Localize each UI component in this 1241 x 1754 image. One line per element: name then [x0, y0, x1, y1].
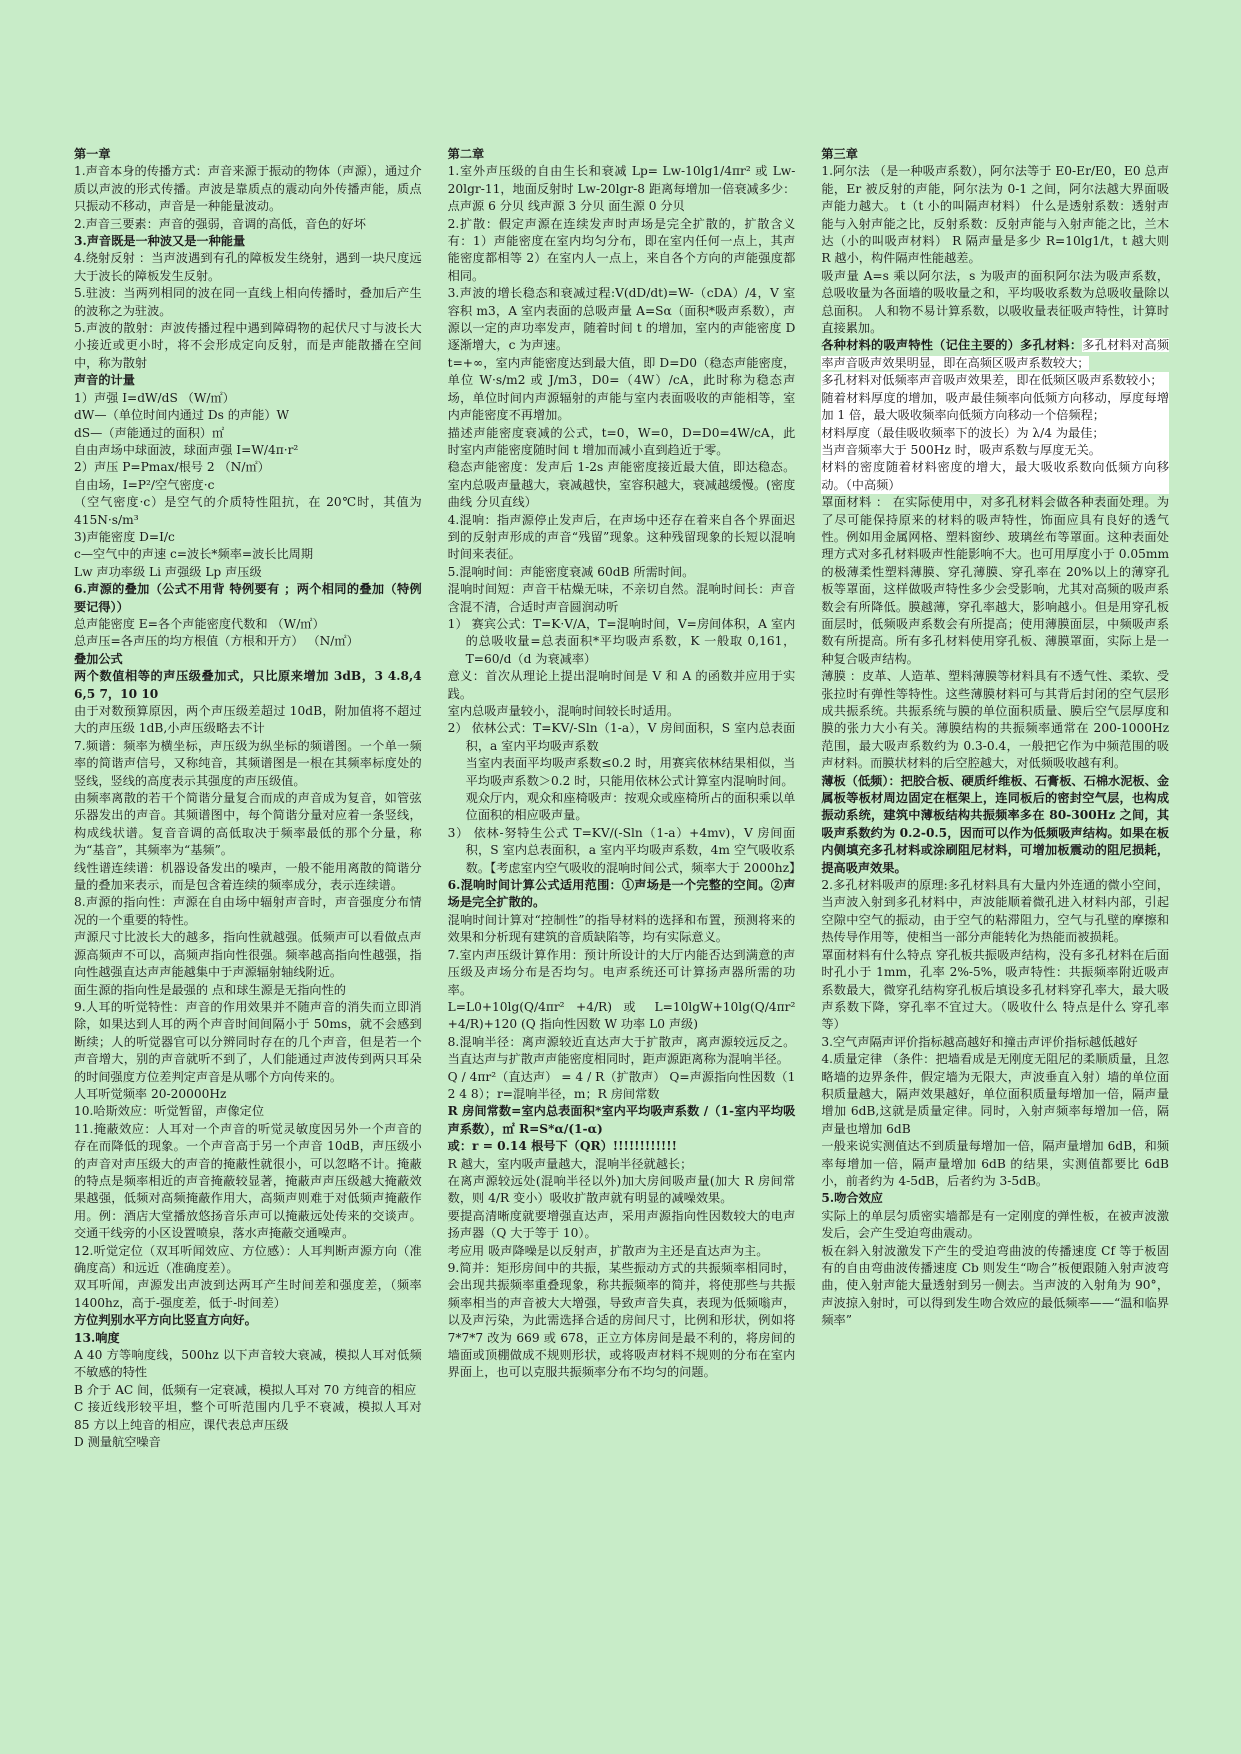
- paragraph-text: 3.声音既是一种波又是一种能量: [74, 234, 246, 249]
- paragraph-text: 5.声波的散射：声波传播过程中遇到障碍物的起伏尺寸与波长大小接近或更小时，将不会形成定向反射，而是声能散播在空间中，称为散射: [74, 321, 422, 370]
- paragraph-text: A 40 方等响度线，500hz 以下声音较大衰减，模拟人耳对低频不敏感的特性: [74, 1348, 422, 1380]
- paragraph-text: 混响时间计算对“控制性”的指导材料的选择和布置，预测将来的效果和分析现有建筑的音质缺陷等，均有实际意义。: [447, 912, 796, 945]
- paragraph-text: c—空气中的声速 c=波长*频率=波长比周期: [74, 547, 314, 562]
- paragraph-text: 5.驻波：当两列相同的波在同一直线上相向传播时，叠加后产生的波称之为驻波。: [74, 286, 422, 318]
- paragraph: [74, 860, 422, 895]
- paragraph: [821, 1051, 1169, 1138]
- paragraph: [74, 668, 422, 703]
- paragraph-text: 随着材料厚度的增加，吸声最佳频率向低频方向移动，厚度每增加 1 倍，最大吸收频率向低频方向移动一个倍频程；: [821, 390, 1170, 423]
- paragraph-text: 4.质量定律 （条件：把墙看成是无刚度无阻尼的柔顺质量，且忽略墙的边界条件，假定墙为无限大，声波垂直入射）墙的单位面积质量越大，隔声效果越好，单位面积质量每增加一倍，隔声量增加 6dB,这就是质量定律。同时，入射声频率每增加一倍，隔声量也增加 6dB: [821, 1052, 1170, 1136]
- paragraph: [448, 790, 796, 825]
- paragraph: [448, 285, 796, 355]
- paragraph: [821, 877, 1169, 947]
- paragraph: [821, 668, 1169, 772]
- paragraph-text: 5.吻合效应: [821, 1191, 883, 1206]
- paragraph-text: 两个数值相等的声压级叠加式，只比原来增加 3dB，3 4.8,4 6,5 7，10 10: [74, 669, 422, 701]
- paragraph: [821, 773, 1169, 877]
- paragraph: [821, 442, 1169, 459]
- paragraph: [74, 564, 422, 581]
- paragraph: [74, 1312, 422, 1329]
- paragraph-text: Q / 4πr²（直达声） = 4 / R（扩散声） Q=声源指向性因数（1 2 4 8）；r=混响半径，m；R 房间常数: [447, 1069, 796, 1101]
- paragraph: [821, 425, 1169, 442]
- paragraph-text: 5.混响时间：声能密度衰减 60dB 所需时间。: [447, 564, 695, 579]
- column-chapter-1: [74, 146, 422, 1451]
- paragraph: [74, 494, 422, 529]
- paragraph: [448, 1208, 796, 1243]
- paragraph-text: R 越大，室内吸声量越大，混响半径就越长；: [447, 1156, 693, 1171]
- paragraph-text: 声音的计量: [74, 373, 135, 388]
- paragraph: [74, 1382, 422, 1399]
- paragraph: [448, 668, 796, 703]
- paragraph-text: 1.室外声压级的自由生长和衰减 Lp= Lw-10lg1/4πr² 或 Lw-20lgr-11，地面反射时 Lw-20lgr-8 距离每增加一倍衰减多少：点声源 6 分贝 线声源 3 分贝 面生源 0 分贝: [447, 164, 796, 214]
- paragraph: [74, 163, 422, 215]
- paragraph: [74, 929, 422, 981]
- paragraph-text: 总声能密度 E=各个声能密度代数和 （W/㎡）: [74, 616, 325, 631]
- paragraph: [448, 425, 796, 460]
- paragraph: [74, 738, 422, 790]
- paragraph: [448, 947, 796, 999]
- paragraph-text: 7.频谱：频率为横坐标，声压级为纵坐标的频谱图。一个单一频率的简谐声信号，又称纯音，其频谱图是一根在其频率标度处的竖线，竖线的高度表示其强度的声压级值。: [74, 738, 422, 788]
- paragraph: [74, 546, 422, 563]
- paragraph-text: 板在斜入射波激发下产生的受迫弯曲波的传播速度 Cf 等于板固有的自由弯曲波传播速度 Cb 则发生“吻合”板便跟随入射声波弯曲，使入射声能大量透射到另一侧去。当声波的入射角为 90°，声波掠入射时，可以得到发生吻合效应的最低频率——“温和临界频率”: [821, 1243, 1170, 1328]
- paragraph-text: C 接近线形较平坦，整个可听范围内几乎不衰减，模拟人耳对 85 方以上纯音的相应，课代表总声压级: [74, 1400, 422, 1432]
- paragraph-text: 材料厚度（最佳吸收频率下的波长）为 λ/4 为最佳；: [821, 425, 1105, 440]
- paragraph-text: 一般来说实测值达不到质量每增加一倍，隔声量增加 6dB，和频率每增加一倍，隔声量增加 6dB 的结果，实测值都要比 6dB 小，前者约为 4-5dB，后者约为 3-5dB。: [821, 1139, 1170, 1188]
- paragraph: [821, 1190, 1169, 1207]
- paragraph-text: 8.声源的指向性：声源在自由场中辐射声音时，声音强度分布情况的一个重要的特性。: [74, 895, 422, 927]
- paragraph-text: dW—（单位时间内通过 Ds 的声能）W: [74, 408, 290, 423]
- paragraph-text: 罩面材料 ： 在实际使用中，对多孔材料会做各种表面处理。为了尽可能保持原来的材料的吸声特性，饰面应具有良好的透气性。例如用金属网格、塑料窗纱、玻璃丝布等罩面。这种表面处理方式对多孔材料吸声性能影响不大。也可用厚度小于 0.05mm 的极薄柔性塑料薄膜、穿孔薄膜、穿孔率在 20%以上的薄穿孔板等罩面，这样做吸声特性多少会受影响，尤其对高频的吸声系数会有所降低。膜越薄，穿孔率越大，影响越小。但是用穿孔板面层时，低频吸声系数会有所提高；使用薄膜面层，中频吸声系数有所提高。所有多孔材料使用穿孔板、薄膜罩面，实际上是一种复合吸声结构。: [821, 495, 1170, 666]
- paragraph: [74, 982, 422, 999]
- paragraph-text: 10.哈斯效应：听觉暂留，声像定位: [74, 1104, 265, 1119]
- paragraph-text: 4.绕射反射 ：当声波遇到有孔的障板发生绕射，遇到一块尺度远大于波长的障板发生反射。: [74, 251, 422, 283]
- paragraph-text: 混响时间短：声音干枯燥无味，不亲切自然。混响时间长：声音含混不清，合适时声音圆润动听: [447, 582, 796, 614]
- paragraph-text: 1.阿尔法 （是一种吸声系数），阿尔法等于 E0-Er/E0，E0 总声能，Er 被反射的声能，阿尔法为 0-1 之间，阿尔法越大界面吸声能力越大。 t（t 小的叫隔声材料） 什么是透射系数：透射声能与入射声能之比，反射系数：反射声能与入射声能之比，兰木达（小的叫吸声材料） R 隔声量是多少 R=10lg1/t，t 越大则 R 越小，构件隔声性能越差。: [821, 164, 1170, 266]
- paragraph-text: 当声音频率大于 500Hz 时，吸声系数与厚度无关。: [821, 442, 1101, 457]
- paragraph-text: 3.声波的增长稳态和衰减过程:V(dD/dt)=W-（cDA）/4，V 室容积 m3，A 室内表面的总吸声量 A=Sα（面积*吸声系数），声源以一定的声功率发声，随着时间 t 的增加，室内的声能密度 D 逐渐增大，c 为声速。: [447, 286, 796, 353]
- paragraph-text: 双耳听闻，声源发出声波到达两耳产生时间差和强度差，（频率 1400hz，高于-强度差，低于-时间差）: [74, 1278, 422, 1310]
- paragraph: [74, 1121, 422, 1243]
- paragraph: [821, 268, 1169, 338]
- paragraph: [448, 912, 796, 947]
- chapter-title: 第一章: [74, 147, 111, 161]
- paragraph: [821, 1208, 1169, 1243]
- paragraph-text: 薄膜 ：皮革、人造革、塑料薄膜等材料具有不透气性、柔软、受张拉时有弹性等特性。这些薄膜材料可与其背后封闭的空气层形成共振系统。共振系统与膜的单位面积质量、膜后空气层厚度和膜的张力大小有关。薄膜结构的共振频率通常在 200-1000Hz 范围，最大吸声系数约为 0.3-0.4，一般把它作为中频范围的吸声材料。而膜状材料的后空腔越大，对低频吸收越有利。: [821, 669, 1170, 771]
- paragraph: [74, 216, 422, 233]
- highlighted-text: 多孔材料对高频率声音吸声效果明显，即在高频区吸声系数较大；: [821, 338, 1170, 370]
- paragraph-text: 3.空气声隔声评价指标越高越好和撞击声评价指标越低越好: [821, 1034, 1138, 1049]
- paragraph-text: 1） 赛宾公式：T=K·V/A，T=混响时间，V=房间体积，A 室内的总吸收量=总表面积*平均吸声系数，K 一般取 0,161，T=60/d（d 为衰减率）: [447, 616, 796, 666]
- paragraph-text: 当室内表面平均吸声系数≤0.2 时，用赛宾依林结果相似，当平均吸声系数＞0.2 时，只能用依林公式计算室内混响时间。: [465, 756, 796, 788]
- paragraph: [448, 163, 796, 215]
- paragraph: [74, 1330, 422, 1347]
- paragraph: [448, 720, 796, 755]
- paragraph: [74, 616, 422, 633]
- paragraph-text: 由频率离散的若干个简谐分量复合而成的声音成为复音，如管弦乐器发出的声音。其频谱图中，每个简谐分量对应着一条竖线，构成线状谱。复音音调的高低取决于频率最低的那个分量，称为“基音”，其频率为“基频”。: [74, 791, 422, 858]
- paragraph: [448, 459, 796, 511]
- paragraph-text: 线性谱连续谱：机器设备发出的噪声，一般不能用离散的简谐分量的叠加来表示，而是包含着连续的频率成分，表示连续谱。: [74, 860, 422, 893]
- paragraph-text: 或：r = 0.14 根号下（QR）!!!!!!!!!!!!: [447, 1139, 677, 1154]
- paragraph-text: 方位判别水平方向比竖直方向好。: [74, 1313, 257, 1328]
- paragraph-text: 材料的密度随着材料密度的增大，最大吸收系数向低频方向移动。（中高频）: [821, 460, 1170, 492]
- paragraph: [821, 372, 1169, 389]
- paragraph-text: 2.扩散：假定声源在连续发声时声场是完全扩散的，扩散含义有：1）声能密度在室内均匀分布，即在室内任何一点上，其声能密度都相等 2）在室内人一点上，来自各个方向的声能强度都相同。: [447, 216, 796, 283]
- paragraph-text: 2.声音三要素：声音的强弱，音调的高低，音色的好坏: [74, 216, 366, 231]
- paragraph: [448, 1243, 796, 1260]
- paragraph: [448, 355, 796, 425]
- chapter-title: 第三章: [821, 147, 858, 161]
- paragraph: [448, 703, 796, 720]
- paragraph: [74, 477, 422, 494]
- paragraph: [448, 1069, 796, 1104]
- paragraph: [821, 337, 1169, 372]
- paragraph-text: D 测量航空噪音: [74, 1435, 161, 1450]
- paragraph-text: 观众厅内，观众和座椅吸声：按观众或座椅所占的面积乘以单位面积的相应吸声量。: [465, 791, 796, 823]
- paragraph: [74, 372, 422, 389]
- paragraph-text: 3） 依林-努特生公式 T=KV/(-Sln（1-a）+4mv)，V 房间面积，S 室内总表面积，a 室内平均吸声系数，4m 空气吸收系数。【考虑室内空气吸收的混响时间公式，频率大于 2000hz】: [447, 825, 802, 875]
- paragraph: [74, 459, 422, 476]
- paragraph: [74, 703, 422, 738]
- paragraph-text: 人耳听觉频率 20-20000Hz: [74, 1086, 227, 1101]
- paragraph: [448, 216, 796, 286]
- paragraph: [74, 529, 422, 546]
- paragraph: [74, 1434, 422, 1451]
- paragraph: [448, 1156, 796, 1173]
- paragraph: [74, 581, 422, 616]
- paragraph: [74, 999, 422, 1086]
- paragraph: [74, 250, 422, 285]
- paragraph: [448, 512, 796, 564]
- paragraph: [448, 877, 796, 912]
- paragraph: [74, 407, 422, 424]
- paragraph: [448, 581, 796, 616]
- paragraph: [74, 320, 422, 372]
- paragraph: [821, 1034, 1169, 1051]
- paragraph-text: B 介于 AC 间，低频有一定衰减，模拟人耳对 70 方纯音的相应: [74, 1382, 417, 1397]
- paragraph: [74, 1103, 422, 1120]
- paragraph-text: 1）声强 I=dW/dS （W/㎡）: [74, 390, 235, 405]
- paragraph-text: 多孔材料对低频率声音吸声效果差，即在低频区吸声系数较小；: [821, 373, 1163, 388]
- paragraph-text: 9.简并：矩形房间中的共振，某些振动方式的共振频率相同时，会出现共振频率重叠现象，称共振频率的简并，将使那些与共振频率相当的声音被大大增强，导致声音失真，表现为低频嗡声，以及声污染，为此需选择合适的房间尺寸，比例和形状，例如将 7*7*7 改为 669 或 678，正立方体房间是最不利的，将房间的墙面或顶棚做成不规则形状，或将吸声材料不规则的分布在室内界面上，也可以克服共振频率分布不均匀的问题。: [447, 1261, 796, 1380]
- paragraph-text: 自由场，I=P²/空气密度·c: [74, 477, 215, 492]
- paragraph-text: 2） 依林公式：T=KV/-Sln（1-a），V 房间面积，S 室内总表面积，a 室内平均吸声系数: [447, 721, 796, 753]
- paragraph-text: 在离声源较远处(混响半径以外)加大房间吸声量(加大 R 房间常数，则 4/R 变小）吸收扩散声就有明显的减噪效果。: [447, 1173, 796, 1206]
- paragraph-text: 罩面材料有什么特点 穿孔板共振吸声结构，没有多孔材料在后面时孔小于 1mm，孔率 2%-5%，吸声特性：共振频率附近吸声系数最大，微穿孔结构穿孔板后填设多孔材料穿孔率大，最大吸声系数下降，穿孔率不宜过大。（吸收什么 特点是什么 穿孔率等）: [821, 947, 1170, 1032]
- paragraph: [821, 1138, 1169, 1190]
- paragraph-text: 13.响度: [74, 1330, 120, 1345]
- paragraph: [74, 233, 422, 250]
- paragraph-text: 12.听觉定位（双耳听闻效应、方位感）：人耳判断声源方向（准确度高）和远近（准确度差）。: [74, 1243, 422, 1275]
- paragraph-text: 稳态声能密度：发声后 1-2s 声能密度接近最大值，即达稳态。室内总吸声量越大，衰减越快，室容积越大，衰减越缓慢。(密度曲线 分贝直线）: [447, 460, 796, 510]
- paragraph: [448, 1260, 796, 1382]
- paragraph-text: L=L0+10lg(Q/4πr² +4/R) 或 L=10lgW+10lg(Q/4πr² +4/R)+120 (Q 指向性因数 W 功率 L0 声级): [447, 999, 796, 1032]
- paragraph: [448, 1103, 796, 1138]
- paragraph-text: 2.多孔材料吸声的原理:多孔材料具有大量内外连通的微小空间，当声波入射到多孔材料中，声波能顺着微孔进入材料内部，引起空隙中空气的振动，由于空气的粘滞阻力，空气与孔壁的摩擦和热传导作用等，使相当一部分声能转化为热能而被损耗。: [821, 878, 1170, 945]
- paragraph: [448, 564, 796, 581]
- paragraph: [74, 790, 422, 860]
- paragraph-text: 面生源的指向性是最强的 点和球生源是无指向性的: [74, 982, 346, 997]
- paragraph: [74, 894, 422, 929]
- paragraph-text: 4.混响：指声源停止发声后，在声场中还存在着来自各个界面迟到的反射声形成的声音“残留”现象。这种残留现象的长短以混响时间来表征。: [447, 512, 796, 562]
- paragraph-text: R 房间常数=室内总表面积*室内平均吸声系数 /（1-室内平均吸声系数），㎡ R=S*α/(1-α): [447, 1104, 796, 1136]
- paragraph: [448, 755, 796, 790]
- paragraph-text: 声源尺寸比波长大的越多，指向性就越强。低频声可以看做点声源高频声不可以，高频声指向性很强。频率越高指向性越强，指向性越强直达声声能越集中于声源辐射轴线附近。: [74, 930, 422, 980]
- paragraph: [74, 425, 422, 442]
- paragraph-text: 6.声源的叠加（公式不用背 特例要有 ；两个相同的叠加（特例要记得））: [74, 582, 422, 614]
- paragraph-text: 3)声能密度 D=I/c: [74, 529, 175, 544]
- paragraph: [448, 1138, 796, 1155]
- paragraph-text: t=+∞，室内声能密度达到最大值，即 D=D0（稳态声能密度，单位 W·s/m2 或 J/m3，D0=（4W）/cA，此时称为稳态声场，单位时间内声源辐射的声能与室内表面吸收的声能相等，室内声能密度不再增加。: [447, 355, 796, 423]
- paragraph: [448, 616, 796, 668]
- paragraph-text: 考应用 吸声降噪是以反射声，扩散声为主还是直达声为主。: [447, 1243, 769, 1258]
- column-chapter-2: [447, 146, 802, 1382]
- paragraph-text: 要提高清晰度就要增强直达声，采用声源指向性因数较大的电声扬声器（Q 大于等于 10）。: [447, 1208, 796, 1241]
- paragraph: [447, 825, 802, 877]
- paragraph-text: 意义：首次从理论上提出混响时间是 V 和 A 的函数并应用于实践。: [447, 669, 796, 701]
- paragraph: [448, 999, 796, 1034]
- paragraph: [448, 1173, 796, 1208]
- paragraph-text: 6.混响时间计算公式适用范围：①声场是一个完整的空间。②声场是完全扩散的。: [447, 878, 796, 910]
- paragraph: [74, 1277, 422, 1312]
- paragraph: [821, 1243, 1169, 1330]
- paragraph-text: 室内总吸声量较小，混响时间较长时适用。: [447, 704, 680, 718]
- paragraph: [821, 459, 1169, 494]
- paragraph: [74, 651, 422, 668]
- paragraph-text: 9.人耳的听觉特性：声音的作用效果并不随声音的消失而立即消除，如果达到人耳的两个声音时间间隔小于 50ms，就不会感到断续；人的听觉器官可以分辨同时存在的几个声音，但是若一个声音增大，别的声音就听不到了，人们能通过声波传到两只耳朵的时间强度方位差判定声音是从哪个方向传来的。: [74, 999, 422, 1084]
- paragraph-text: 1.声音本身的传播方式：声音来源于振动的物体（声源），通过介质以声波的形式传播。声波是靠质点的震动向外传播声能，质点只振动不移动，声音是一种能量波动。: [74, 164, 422, 214]
- paragraph: [74, 1399, 422, 1434]
- paragraph: [74, 1347, 422, 1382]
- paragraph-text: 吸声量 A=s 乘以阿尔法，s 为吸声的面积阿尔法为吸声系数，总吸收量为各面墙的吸收量之和，平均吸收系数为总吸收量除以总面积。 人和物不易计算系数，以吸收量表征吸声特性，计算时直接累加。: [821, 268, 1170, 336]
- paragraph: [821, 494, 1169, 668]
- paragraph-text: 叠加公式: [74, 651, 123, 666]
- paragraph-text: 8.混响半径：离声源较近直达声大于扩散声，离声源较远反之。当直达声与扩散声声能密度相同时，距声源距离称为混响半径。: [447, 1034, 796, 1067]
- paragraph: [448, 1034, 796, 1069]
- paragraph-text: 11.掩蔽效应：人耳对一个声音的听觉灵敏度因另外一个声音的存在而降低的现象。一个声音高于另一个声音 10dB，声压级小的声音对声压级大的声音的掩蔽性就很小，可以忽略不计。掩蔽的特点是频率相近的声音掩蔽较显著，掩蔽声声压级越大掩蔽效果越强，低频对高频掩蔽作用大，高频声则难于对低频声掩蔽作用。例：酒店大堂播放悠扬音乐声可以掩蔽远处传来的交谈声。交通干线旁的小区设置喷泉，落水声掩蔽交通噪声。: [74, 1121, 422, 1241]
- text-columns: [74, 146, 1169, 1451]
- paragraph: [821, 390, 1169, 425]
- paragraph-text: 自由声场中球面波，球面声强 I=W/4π·r²: [74, 442, 299, 457]
- paragraph: [74, 1243, 422, 1278]
- paragraph-text: 实际上的单层匀质密实墙都是有一定刚度的弹性板，在被声波激发后，会产生受迫弯曲震动。: [821, 1208, 1170, 1241]
- column-chapter-3: [821, 146, 1169, 1330]
- paragraph-text: （空气密度·c）是空气的介质特性阻抗，在 20℃时，其值为 415N·s/m³: [74, 495, 422, 527]
- paragraph: [74, 390, 422, 407]
- paragraph: [821, 947, 1169, 1034]
- paragraph-text: dS—（声能通过的面积）㎡: [74, 425, 225, 440]
- paragraph: [74, 1086, 422, 1103]
- paragraph-text: Lw 声功率级 Li 声强级 Lp 声压级: [74, 564, 262, 579]
- paragraph: [74, 442, 422, 459]
- paragraph-text: 薄板（低频）：把胶合板、硬质纤维板、石膏板、石棉水泥板、金属板等板材周边固定在框架上，连同板后的密封空气层，也构成振动系统，建筑中薄板结构共振频率多在 80-300Hz 之间，其吸声系数约为 0.2-0.5，因而可以作为低频吸声结构。如果在板内侧填充多孔材料或涂刷阻尼材料，可增加板震动的阻尼损耗，提高吸声效果。: [821, 773, 1170, 875]
- paragraph: [74, 633, 422, 650]
- chapter-title: 第二章: [447, 147, 485, 161]
- paragraph: [821, 163, 1169, 267]
- paragraph-text: 总声压=各声压的均方根值（方根和开方） （N/㎡）: [74, 634, 359, 649]
- paragraph-text: 7.室内声压级计算作用：预计所设计的大厅内能否达到满意的声压级及声场分布是否均匀。电声系统还可计算扬声器所需的功率。: [447, 947, 796, 997]
- paragraph-text: 各种材料的吸声特性（记住主要的）多孔材料：: [821, 338, 1083, 353]
- paragraph-text: 2）声压 P=Pmax/根号 2 （N/㎡）: [74, 460, 270, 475]
- paragraph-text: 由于对数预算原因，两个声压级差超过 10dB，附加值将不超过大的声压级 1dB,小声压级略去不计: [74, 704, 422, 736]
- paragraph: [74, 285, 422, 320]
- paragraph-text: 描述声能密度衰减的公式，t=0，W=0，D=D0=4W/cA，此时室内声能密度随时间 t 增加而减小直到趋近于零。: [447, 425, 796, 457]
